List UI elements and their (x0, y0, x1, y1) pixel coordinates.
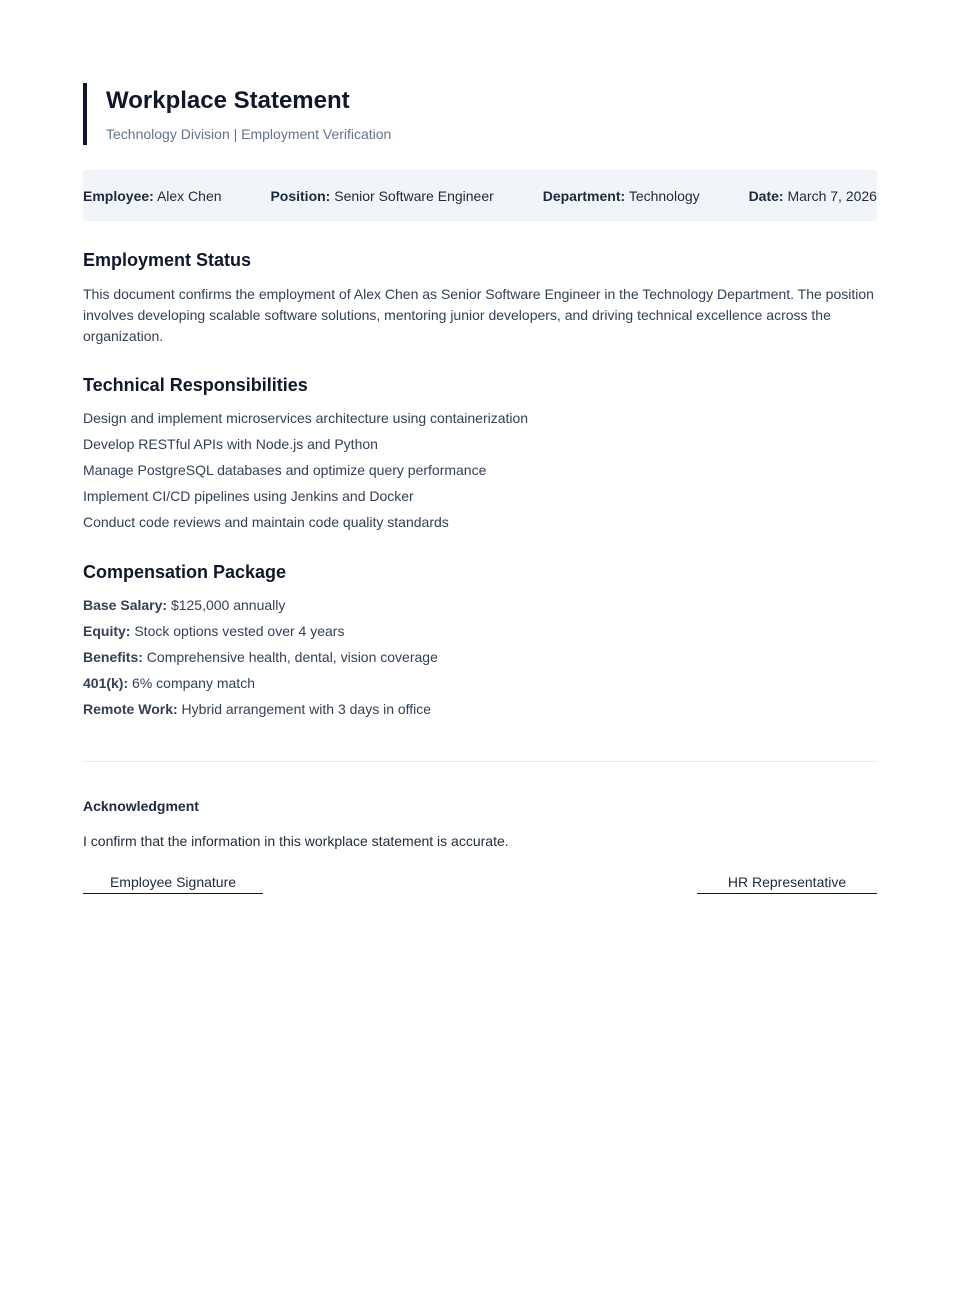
page-title: Workplace Statement (106, 87, 350, 114)
technical-responsibilities-section (83, 374, 877, 535)
list-item (83, 644, 877, 670)
info-department (543, 188, 700, 204)
responsibilities-list (83, 405, 877, 535)
section-divider (83, 761, 877, 762)
info-label: Date: (748, 187, 784, 204)
list-item: Manage PostgreSQL databases and optimize query performance (83, 462, 487, 478)
info-value: Technology (628, 187, 700, 204)
hr-signature-line: HR Representative (697, 873, 877, 894)
list-item (83, 592, 877, 618)
info-value: Senior Software Engineer (334, 187, 494, 204)
section-heading: Employment Status (83, 250, 252, 270)
info-bar (83, 170, 877, 221)
list-item (83, 670, 877, 696)
item-value: $125,000 annually (170, 597, 286, 613)
info-date (749, 188, 877, 204)
info-label: Employee: (83, 187, 154, 204)
employment-status-text: This document confirms the employment of Alex Chen as Senior Software Engineer in the Technology Department. The position involves developing scalable software solutions, mentoring junior developers, and driving technical excellence across the organization. (83, 286, 874, 344)
item-value: Stock options vested over 4 years (134, 623, 345, 639)
info-position (270, 188, 493, 204)
page-subtitle: Technology Division | Employment Verification (106, 126, 392, 142)
item-label: Benefits: (83, 649, 143, 665)
info-employee (83, 188, 222, 204)
info-label: Department: (542, 187, 626, 204)
info-label: Position: (270, 187, 331, 204)
item-value: 6% company match (132, 675, 255, 691)
info-value: Alex Chen (156, 187, 222, 204)
info-value: March 7, 2026 (787, 187, 877, 204)
employment-status-section (83, 249, 877, 347)
item-value: Hybrid arrangement with 3 days in office (181, 701, 432, 717)
item-label: Equity: (83, 623, 131, 639)
section-heading: Technical Responsibilities (83, 375, 308, 395)
list-item: Develop RESTful APIs with Node.js and Python (83, 436, 378, 452)
list-item: Implement CI/CD pipelines using Jenkins and Docker (83, 488, 414, 504)
compensation-section (83, 561, 877, 722)
employee-signature-line: Employee Signature (83, 873, 263, 894)
item-value: Comprehensive health, dental, vision coverage (146, 649, 438, 665)
list-item (83, 696, 877, 722)
acknowledgment-text: I confirm that the information in this workplace statement is accurate. (83, 833, 509, 849)
list-item: Conduct code reviews and maintain code quality standards (83, 514, 449, 530)
list-item: Design and implement microservices architecture using containerization (83, 410, 529, 426)
item-label: 401(k): (83, 675, 129, 691)
item-label: Remote Work: (83, 701, 178, 717)
section-heading: Compensation Package (83, 562, 287, 582)
compensation-list (83, 592, 877, 722)
document-header (83, 83, 392, 145)
acknowledgment-heading: Acknowledgment (83, 798, 199, 814)
item-label: Base Salary: (83, 597, 168, 613)
list-item (83, 618, 877, 644)
